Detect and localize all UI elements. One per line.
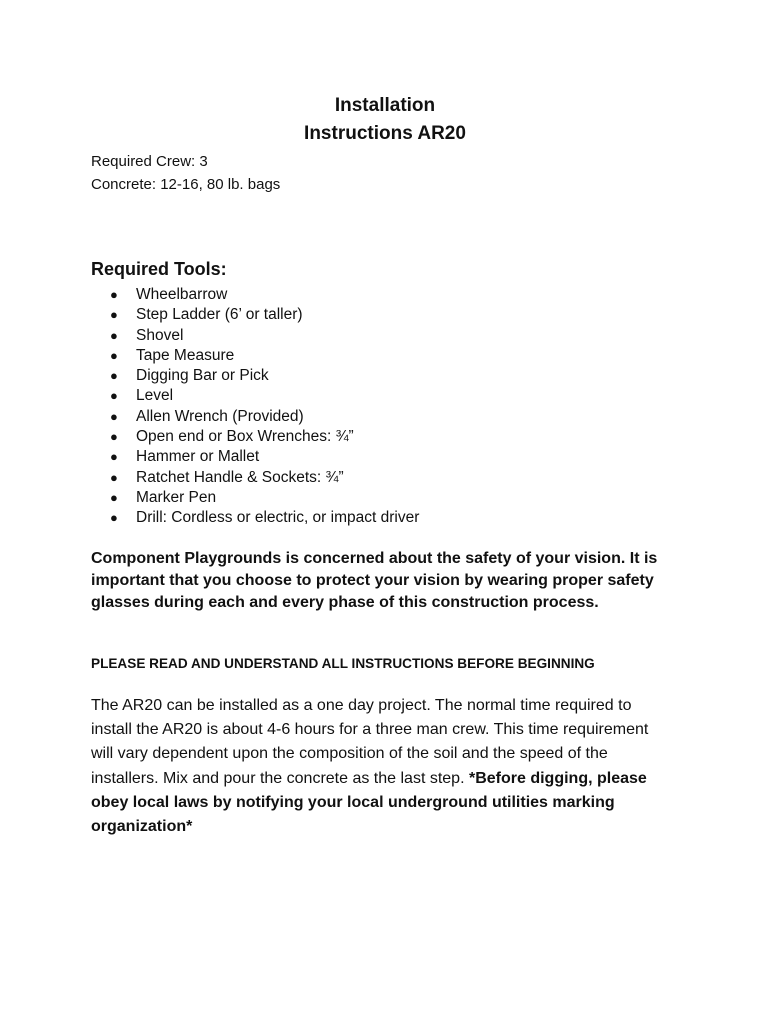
bullet-icon: ● xyxy=(110,429,118,445)
tool-label: Drill: Cordless or electric, or impact driver xyxy=(136,509,420,527)
tool-label: Digging Bar or Pick xyxy=(136,367,269,385)
tool-label: Tape Measure xyxy=(136,346,235,364)
title-line-1: Installation xyxy=(334,95,436,116)
required-crew: Required Crew: 3 xyxy=(91,153,208,170)
list-item xyxy=(110,305,419,325)
bullet-icon: ● xyxy=(110,307,118,323)
tool-label: Hammer or Mallet xyxy=(136,448,260,466)
list-item xyxy=(110,386,419,406)
list-item xyxy=(110,508,419,528)
list-item xyxy=(110,346,419,366)
tool-label: Marker Pen xyxy=(136,488,217,506)
list-item xyxy=(110,366,419,386)
bullet-icon: ● xyxy=(110,449,118,465)
page-title xyxy=(0,92,770,148)
bullet-icon: ● xyxy=(110,327,118,343)
tool-label: Ratchet Handle & Sockets: ¾” xyxy=(136,468,344,486)
list-item xyxy=(110,447,419,467)
bullet-icon: ● xyxy=(110,388,118,404)
list-item xyxy=(110,468,419,488)
job-requirements xyxy=(91,150,280,196)
title-line-2: Instructions AR20 xyxy=(304,123,466,144)
tools-list xyxy=(110,285,419,529)
list-item xyxy=(110,488,419,508)
digging-warning: *Before digging, please obey local laws by notifying your local underground utilities marking organization* xyxy=(91,769,647,836)
bullet-icon: ● xyxy=(110,287,118,302)
bullet-icon: ● xyxy=(110,489,118,505)
overview-text: The AR20 can be installed as a one day project. The normal time required to install the AR20 is about 4-6 hours for a three man crew. This time requirement will vary dependent upon the composition of the soil and the speed of the installers. Mix and pour the concrete as the last step. xyxy=(91,697,649,787)
concrete-requirement: Concrete: 12-16, 80 lb. bags xyxy=(91,176,281,193)
bullet-icon: ● xyxy=(110,347,118,363)
list-item xyxy=(110,407,419,427)
safety-statement: Component Playgrounds is concerned about the safety of your vision. It is important that you choose to protect your vision by wearing proper safety glasses during each and every phase of this construction process. xyxy=(91,550,658,611)
tool-label: Allen Wrench (Provided) xyxy=(136,407,304,425)
tool-label: Step Ladder (6’ or taller) xyxy=(136,306,303,324)
tool-label: Open end or Box Wrenches: ¾” xyxy=(136,428,354,446)
bullet-icon: ● xyxy=(110,408,118,424)
tool-label: Level xyxy=(136,387,174,405)
list-item xyxy=(110,326,419,346)
bullet-icon: ● xyxy=(110,368,118,384)
bullet-icon: ● xyxy=(110,510,118,526)
instructions-notice: PLEASE READ AND UNDERSTAND ALL INSTRUCTIONS BEFORE BEGINNING xyxy=(91,656,595,671)
bullet-icon: ● xyxy=(110,469,118,485)
list-item xyxy=(110,285,419,305)
tool-label: Wheelbarrow xyxy=(136,286,228,303)
list-item xyxy=(110,427,419,447)
tool-label: Shovel xyxy=(136,326,184,344)
tools-heading: Required Tools: xyxy=(91,259,227,279)
installation-overview xyxy=(91,694,666,839)
